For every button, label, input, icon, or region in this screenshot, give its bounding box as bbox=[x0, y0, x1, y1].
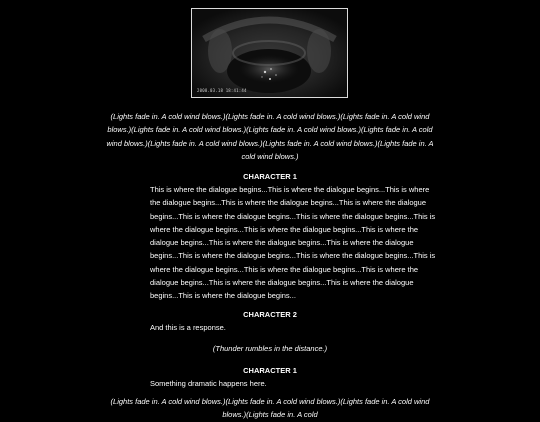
photo-timestamp: 2008.03.18 18:41:44 bbox=[197, 88, 247, 93]
stage-direction-thunder: (Thunder rumbles in the distance.) bbox=[212, 344, 328, 353]
stage-direction-closing: (Lights fade in. A cold wind blows.)(Lights fade in. A cold wind blows.)(Lights fade in. A cold wind blows.)(Lights fade in. A cold bbox=[110, 397, 430, 420]
scene-photo bbox=[191, 8, 348, 98]
dialogue-line: This is where the dialogue begins...This is where the dialogue begins...This is where the dialogue begins...This is where the dialogue begins...This is where the dialogue begins...This is where the dialogue begins...This is where the dialogue begins...This is where the dialogue begins...This is where the dialogue begins...This is where the dialogue begins...This is where the dialogue begins...This is where the dialogue begins...This is where the dialogue begins...This is where the dialogue begins...This is where the dialogue begins...This is where the dialogue begins...This is where the dialogue begins...This is where the dialogue begins...This is where the dialogue begins...This is where the dialogue begins... bbox=[150, 185, 436, 301]
character-name: CHARACTER 1 bbox=[243, 172, 297, 181]
character-name: CHARACTER 2 bbox=[243, 310, 297, 319]
stage-direction-opening: (Lights fade in. A cold wind blows.)(Lights fade in. A cold wind blows.)(Lights fade in. A cold wind blows.)(Lights fade in. A cold wind blows.)(Lights fade in. A cold wind blows.)(Lights fade in. A cold wind blows.)(Lights fade in. A cold wind blows.)(Lights fade in. A cold wind blows.)(Lights fade in. A cold wind blows.) bbox=[106, 112, 434, 161]
character-name: CHARACTER 1 bbox=[243, 366, 297, 375]
dialogue-line: Something dramatic happens here. bbox=[150, 379, 267, 388]
scene-photo-image bbox=[192, 9, 347, 97]
dialogue-line: And this is a response. bbox=[150, 323, 226, 332]
